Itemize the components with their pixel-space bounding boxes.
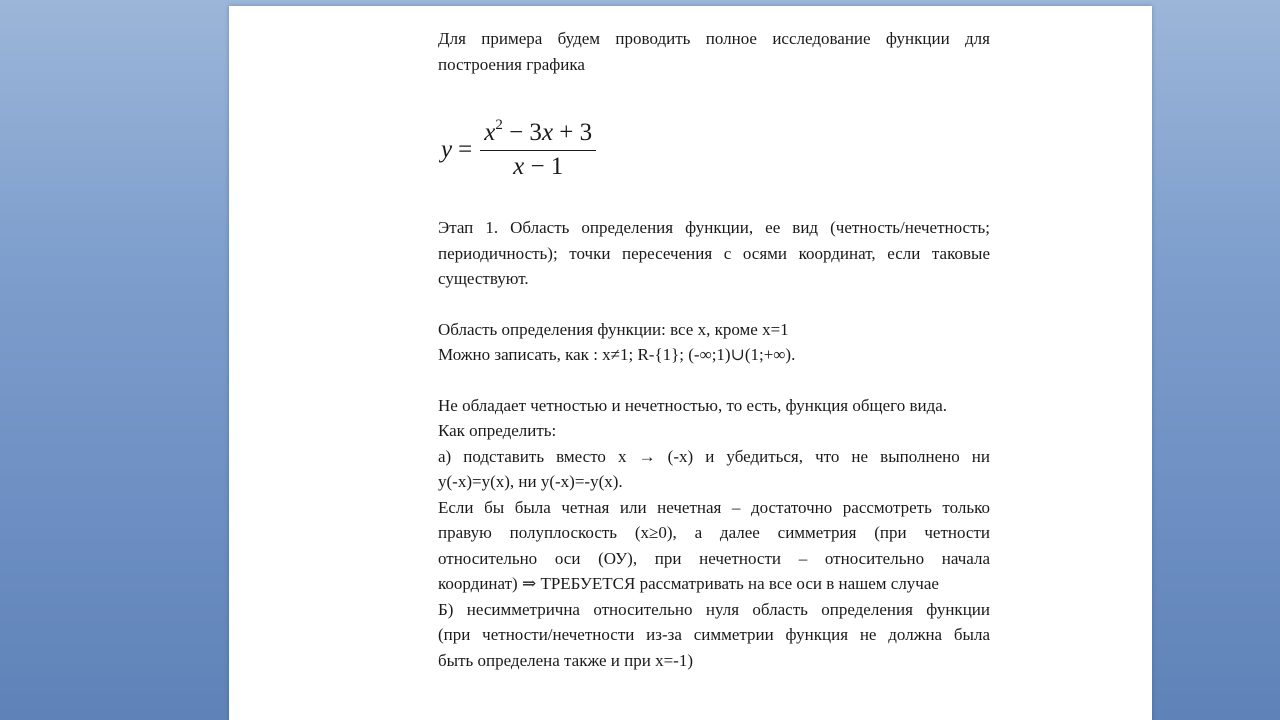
formula-fraction — [480, 119, 596, 181]
parity-line-3: а) подставить вместо х → (-х) и убедиться, что не выполнено ни — [438, 446, 990, 466]
parity-line-8: координат) ⇒ ТРЕБУЕТСЯ рассматривать на все оси в нашем случае — [438, 574, 939, 593]
intro-line-1: Для примера будем проводить полное исследование функции для — [438, 29, 990, 48]
parity-line-7: относительно оси (ОУ), при нечетности – относительно начала — [438, 548, 990, 568]
parity-line-10: (при четности/нечетности из-за симметрии функция не должна была — [438, 625, 990, 644]
parity-line-4: у(-х)=у(х), ни у(-х)=-у(х). — [438, 472, 623, 491]
parity-line-1: Не обладает четностью и нечетностью, то есть, функция общего вида. — [438, 395, 948, 415]
parity-line-9: Б) несимметрична относительно нуля область определения функции — [438, 599, 990, 619]
parity-line-2: Как определить: — [438, 421, 557, 440]
document-page — [229, 6, 1152, 720]
formula-exponent: 2 — [495, 117, 503, 133]
parity-line-6: правую полуплоскость (х≥0), а далее симметрия (при четности — [438, 523, 990, 542]
formula-lhs: y — [441, 136, 453, 163]
function-formula — [438, 115, 990, 185]
parity-line-5: Если бы была четная или нечетная – достаточно рассмотреть только — [438, 497, 990, 517]
intro-line-2: построения графика — [438, 54, 585, 74]
formula-denominator: x − 1 — [513, 153, 564, 180]
domain-line-2: Можно записать, как : х≠1; R-{1}; (-∞;1)∪(1;+∞). — [438, 345, 796, 364]
stage1-line-2: периодичность); точки пересечения с осями координат, если таковые — [438, 243, 990, 263]
domain-line-1: Область определения функции: все х, кроме х=1 — [438, 319, 789, 339]
parity-line-11: быть определена также и при х=-1) — [438, 650, 693, 670]
formula-equals: = — [458, 136, 473, 163]
formula-numerator: $x^2 - 3x + 3$ — [480, 119, 596, 151]
page-content — [438, 26, 990, 673]
stage1-line-3: существуют. — [438, 269, 529, 288]
stage1-line-1: Этап 1. Область определения функции, ее вид (четность/нечетность; — [438, 218, 990, 237]
